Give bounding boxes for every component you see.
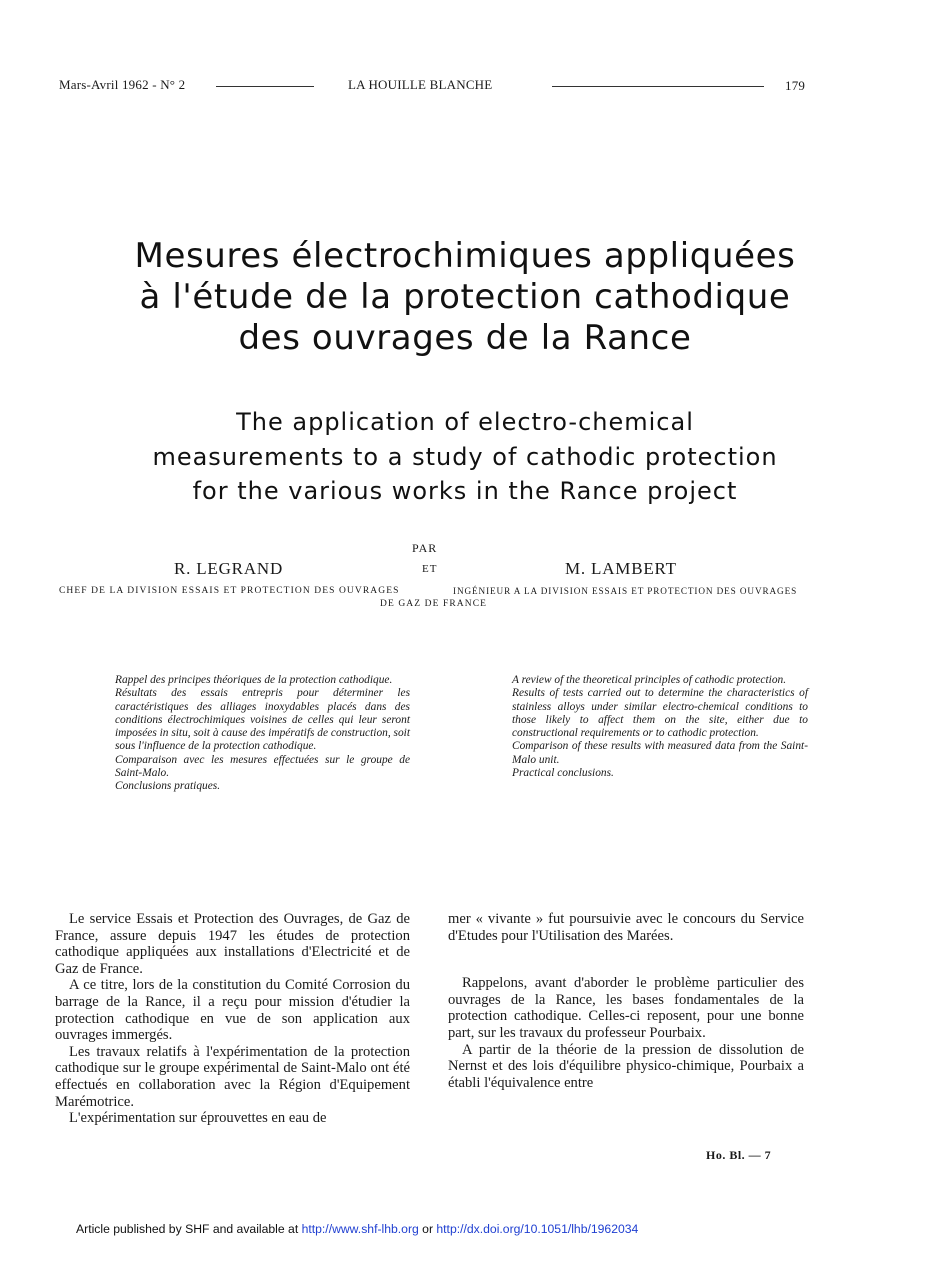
by-label: PAR — [412, 541, 438, 555]
title-french-line: des ouvrages de la Rance — [238, 318, 692, 358]
affiliation-gdf: DE GAZ DE FRANCE — [380, 599, 488, 609]
affiliation-legrand: CHEF DE LA DIVISION ESSAIS ET PROTECTION DES OUVRAGES — [59, 586, 400, 596]
title-english — [60, 405, 870, 509]
body-paragraph: L'expérimentation sur éprouvettes en eau de — [69, 1110, 327, 1127]
folio: Ho. Bl. — 7 — [706, 1148, 772, 1162]
title-english-line: measurements to a study of cathodic protection — [152, 442, 778, 471]
header-rule-right — [552, 86, 764, 87]
title-french — [60, 236, 870, 359]
title-english-line: for the various works in the Rance project — [192, 477, 738, 505]
abstract-french-item: Rappel des principes théoriques de la protection cathodique. — [115, 674, 393, 686]
shf-link[interactable]: http://www.shf-lhb.org — [301, 1222, 419, 1236]
author-legrand: R. LEGRAND — [174, 559, 284, 578]
body-paragraph: Les travaux relatifs à l'expérimentation de la protection cathodique sur le groupe expérimental de Saint-Malo ont été effectués en collaboration avec la Région d'Equipement Marémotrice. — [55, 1043, 410, 1110]
title-english-line: The application of electro-chemical — [236, 408, 694, 436]
body-paragraph: Le service Essais et Protection des Ouvrages, de Gaz de France, assure depuis 1947 les études de protection cathodique appliquées aux installations d'Electricité et de Gaz de France. — [55, 911, 410, 977]
body-column-right — [448, 911, 804, 1091]
abstract-english-item: Comparison of these results with measured data from the Saint-Malo unit. — [512, 740, 808, 766]
body-paragraph: A partir de la théorie de la pression de dissolution de Nernst et des lois d'équilibre physico-chimique, Pourbaix a établi l'équivalence entre — [448, 1041, 804, 1091]
journal-title: LA HOUILLE BLANCHE — [348, 77, 493, 92]
author-lambert: M. LAMBERT — [565, 559, 677, 578]
body-paragraph: A ce titre, lors de la constitution du Comité Corrosion du barrage de la Rance, il a reçu pour mission d'étudier la protection cathodique en vue de son application aux ouvrages immergés. — [55, 977, 410, 1044]
publication-footer — [76, 1222, 638, 1236]
abstract-french — [115, 674, 410, 794]
body-column-left — [55, 911, 410, 1127]
body-paragraph: Rappelons, avant d'aborder le problème particulier des ouvrages de la Rance, les bases fondamentales de la protection cathodique. Celles-ci reposent, pour une bonne part, sur les travaux du professeur Pourbaix. — [448, 975, 804, 1041]
doi-link[interactable]: http://dx.doi.org/10.1051/lhb/1962034 — [436, 1222, 639, 1236]
title-french-line: à l'étude de la protection cathodique — [139, 277, 791, 317]
abstract-english — [512, 674, 808, 780]
page-number: 179 — [785, 78, 806, 93]
abstract-english-item: Practical conclusions. — [512, 767, 614, 780]
title-french-line: Mesures électrochimiques appliquées — [134, 236, 796, 276]
footer-prefix: Article published by SHF and available at — [76, 1222, 302, 1236]
abstract-english-item: A review of the theoretical principles of cathodic protection. — [512, 674, 787, 686]
footer-middle: or — [418, 1222, 437, 1236]
header-issue: Mars-Avril 1962 - N° 2 — [59, 77, 186, 92]
abstract-french-item: Résultats des essais entrepris pour déterminer les caractéristiques des alliages inoxydables placés dans des conditions électrochimiques voisines de celles qui leur seront imposées in situ, soit à cause des impératifs de construction, soit sous l'influence de la protection cathodique. — [115, 687, 410, 753]
affiliation-lambert: INGÉNIEUR A LA DIVISION ESSAIS ET PROTECTION DES OUVRAGES — [453, 586, 798, 596]
abstract-french-item: Comparaison avec les mesures effectuées sur le groupe de Saint-Malo. — [115, 753, 410, 780]
header-rule-left — [216, 86, 314, 87]
abstract-french-item: Conclusions pratiques. — [115, 780, 221, 793]
abstract-english-item: Results of tests carried out to determine the characteristics of stainless alloys under similar electro-chemical conditions to those likely to affect them on the site, either due to constructional requirements or to cathodic protection. — [512, 687, 808, 740]
body-paragraph: mer « vivante » fut poursuivie avec le concours du Service d'Etudes pour l'Utilisation des Marées. — [448, 911, 804, 944]
and-label: ET — [422, 563, 438, 575]
